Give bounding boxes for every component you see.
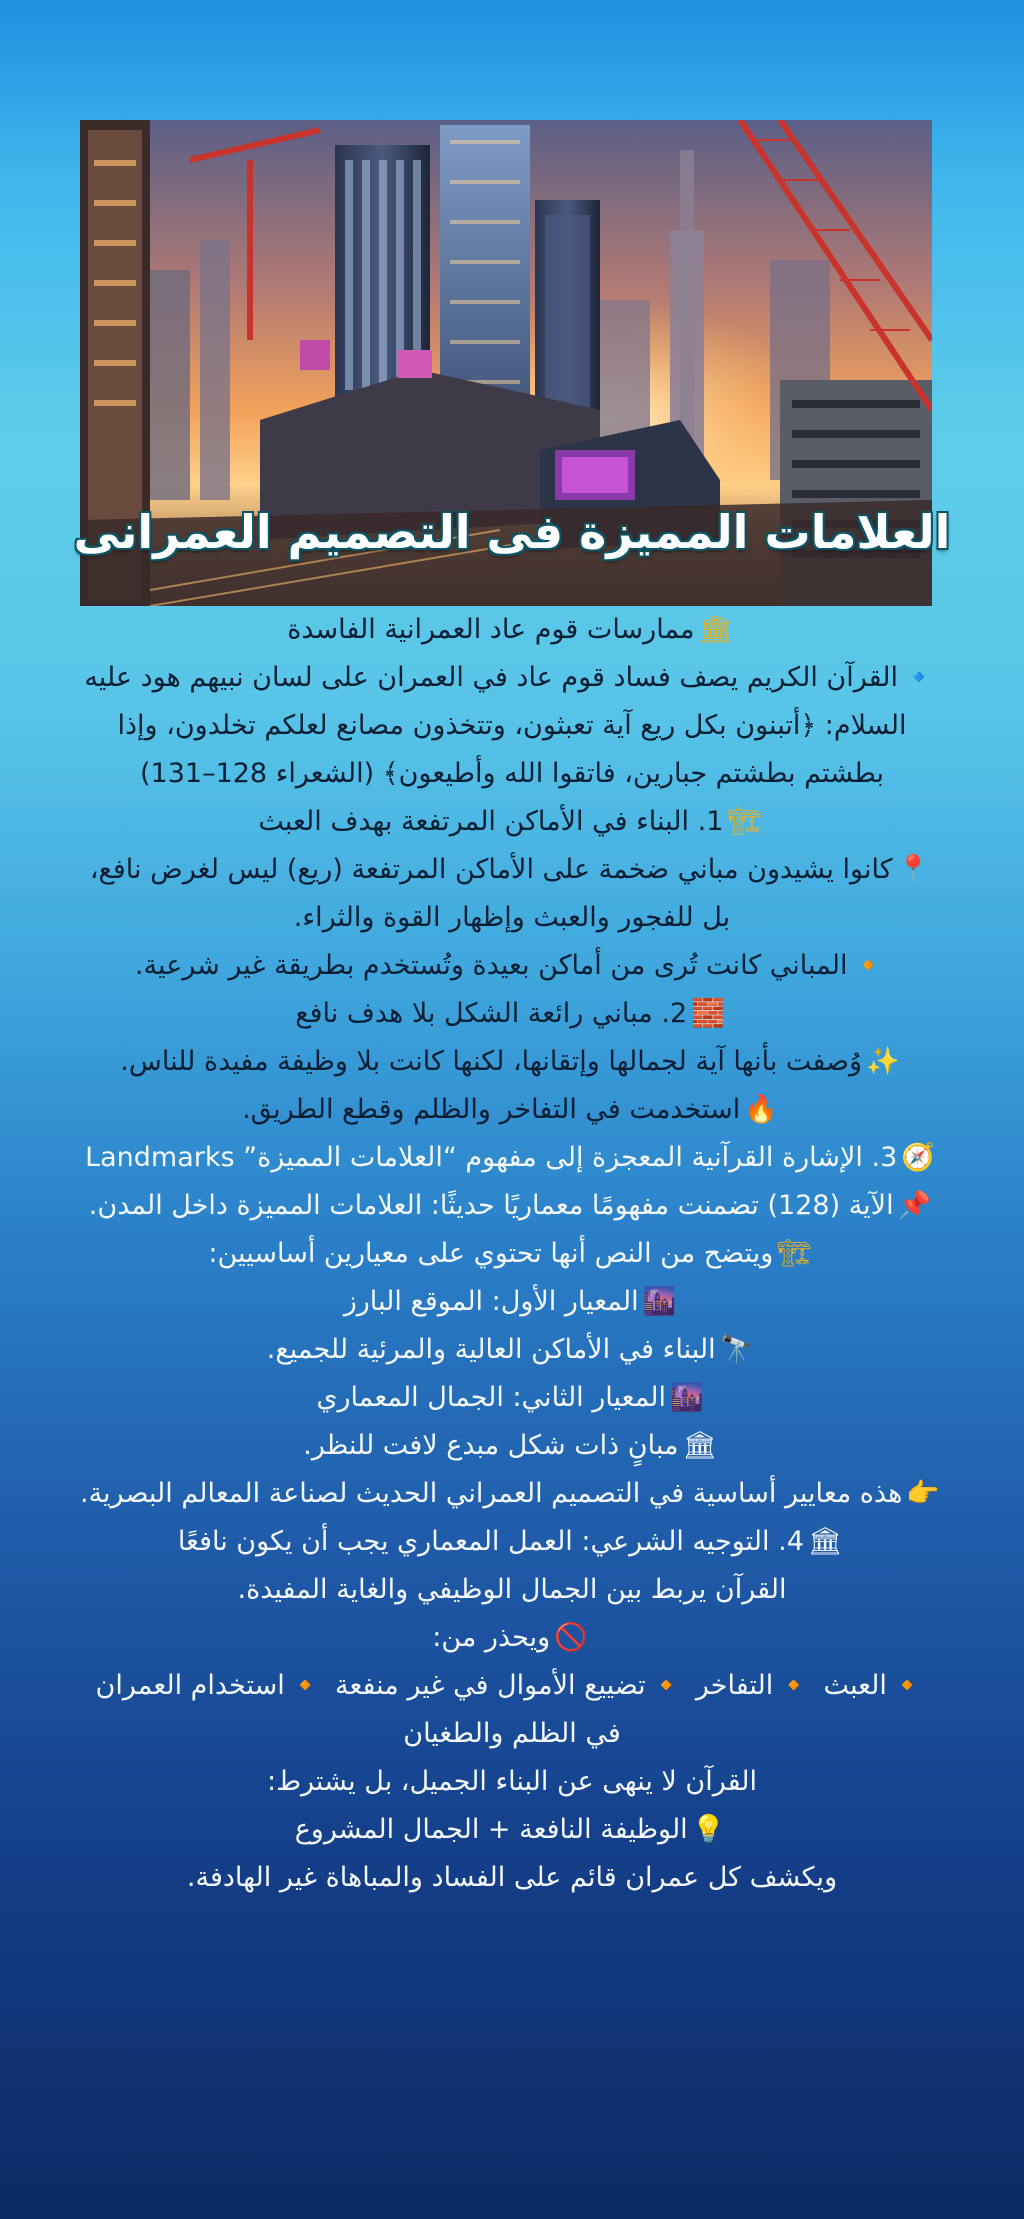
paragraph-line: ✨وُصفت بأنها آية لجمالها وإتقانها، لكنها كانت بلا وظيفة مفيدة للناس.: [10, 1038, 1014, 1086]
bricks-icon: 🧱: [691, 998, 725, 1029]
paragraph-line: في الظلم والطغيان: [403, 1718, 621, 1749]
section-heading: 🏛4. التوجيه الشرعي: العمل المعماري يجب أن يكون نافعًا: [10, 1518, 1014, 1566]
night-city-icon: 🌆: [670, 1382, 704, 1413]
sparkles-icon: ✨: [866, 1046, 900, 1077]
paragraph-line: 🔥استخدمت في التفاخر والظلم وقطع الطريق.: [10, 1086, 1014, 1134]
warning-list: 🔸العبث 🔸التفاخر 🔸تضييع الأموال في غير منفعة 🔸استخدام العمران: [10, 1662, 1014, 1710]
paragraph-line: القرآن لا ينهى عن البناء الجميل، بل يشترط:: [266, 1766, 758, 1797]
paragraph-line: بطشتم بطشتم جبارين، فاتقوا الله وأطيعون﴾ (الشعراء 128–131): [139, 758, 884, 789]
crane-icon: 🏗: [777, 1238, 812, 1269]
classical-building-icon: 🏛: [682, 1430, 717, 1461]
blue-diamond-icon: 🔹: [902, 662, 936, 693]
pushpin-icon: 📌: [897, 1190, 932, 1221]
paragraph-line: 💡الوظيفة النافعة + الجمال المشروع: [10, 1806, 1014, 1854]
paragraph-line: ويكشف كل عمران قائم على الفساد والمباهاة غير الهادفة.: [186, 1862, 838, 1893]
article-body: [10, 606, 1014, 1902]
criterion-line: 🌆المعيار الثاني: الجمال المعماري: [10, 1374, 1014, 1422]
paragraph-line: 👉هذه معايير أساسية في التصميم العمراني الحديث لصناعة المعالم البصرية.: [10, 1470, 1014, 1518]
classical-building-icon: 🏛: [807, 1526, 843, 1557]
fire-icon: 🔥: [744, 1094, 778, 1125]
telescope-icon: 🔭: [719, 1334, 754, 1365]
night-city-icon: 🌆: [642, 1286, 677, 1317]
paragraph-line: السلام: ﴿أتبنون بكل ريع آية تعبثون، وتتخذون مصانع لعلكم تخلدون، وإذا: [117, 710, 907, 741]
round-pushpin-icon: 📍: [896, 854, 931, 885]
section-heading: 🧭3. الإشارة القرآنية المعجزة إلى مفهوم “العلامات المميزة” Landmarks: [10, 1134, 1014, 1182]
paragraph-line: 🔹القرآن الكريم يصف فساد قوم عاد في العمران على لسان نبيهم هود عليه: [10, 654, 1014, 702]
page-title: العلامات المميزة فى التصميم العمرانى: [73, 505, 951, 559]
prohibited-icon: 🚫: [554, 1622, 588, 1653]
crane-icon: 🏗: [727, 806, 762, 837]
section-heading: 🧱2. مباني رائعة الشكل بلا هدف نافع: [10, 990, 1014, 1038]
criterion-line: 🔭البناء في الأماكن العالية والمرئية للجميع.: [10, 1326, 1014, 1374]
classical-building-icon: 🏛: [698, 614, 733, 645]
paragraph-line: 📍كانوا يشيدون مباني ضخمة على الأماكن المرتفعة (ريع) ليس لغرض نافع،: [10, 846, 1014, 894]
criterion-line: 🏛مبانٍ ذات شكل مبدع لافت للنظر.: [10, 1422, 1014, 1470]
orange-diamond-icon: 🔸: [777, 1670, 811, 1701]
paragraph-line: 🔸المباني كانت تُرى من أماكن بعيدة وتُستخدم بطريقة غير شرعية.: [10, 942, 1014, 990]
orange-diamond-icon: 🔸: [649, 1670, 684, 1701]
paragraph-line: 🏗ويتضح من النص أنها تحتوي على معيارين أساسيين:: [10, 1230, 1014, 1278]
paragraph-line: 📌الآية (128) تضمنت مفهومًا معماريًا حديثًا: العلامات المميزة داخل المدن.: [10, 1182, 1014, 1230]
paragraph-line: 🚫ويحذر من:: [10, 1614, 1014, 1662]
orange-diamond-icon: 🔸: [890, 1670, 925, 1701]
pointing-right-icon: 👉: [906, 1478, 940, 1509]
section-heading: 🏗1. البناء في الأماكن المرتفعة بهدف العبث: [10, 798, 1014, 846]
light-bulb-icon: 💡: [691, 1814, 726, 1845]
criterion-line: 🌆المعيار الأول: الموقع البارز: [10, 1278, 1014, 1326]
paragraph-line: بل للفجور والعبث وإظهار القوة والثراء.: [293, 902, 731, 933]
paragraph-line: القرآن يربط بين الجمال الوظيفي والغاية المفيدة.: [237, 1574, 787, 1605]
orange-diamond-icon: 🔸: [851, 950, 886, 981]
compass-icon: 🧭: [901, 1142, 935, 1173]
orange-diamond-icon: 🔸: [288, 1670, 323, 1701]
section-heading: 🏛ممارسات قوم عاد العمرانية الفاسدة: [10, 606, 1014, 654]
